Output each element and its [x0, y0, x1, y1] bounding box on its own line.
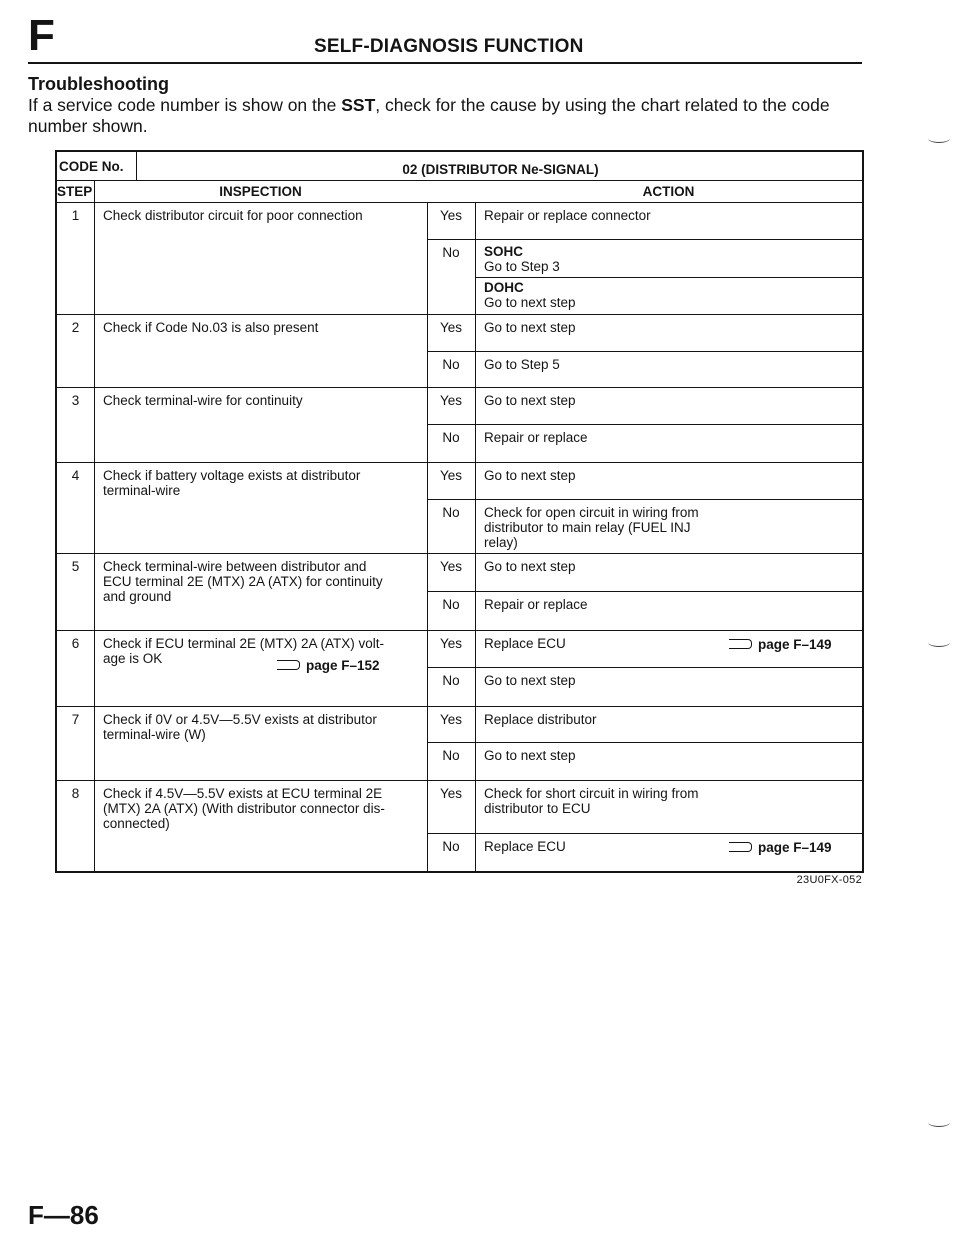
yes-label: Yes: [439, 636, 463, 651]
step-rule: [57, 314, 862, 315]
step-number: 6: [71, 636, 80, 651]
yes-label: Yes: [439, 393, 463, 408]
no-label: No: [442, 597, 460, 612]
section-title: Troubleshooting: [28, 74, 169, 94]
yes-action: Go to next step: [484, 559, 576, 574]
yes-action: Check for short circuit in wiring from: [484, 786, 699, 801]
yes-action: Repair or replace connector: [484, 208, 651, 223]
header-action: ACTION: [642, 184, 695, 199]
yes-page-ref: [729, 637, 832, 652]
code-label: CODE No.: [59, 159, 124, 174]
inspection-text: terminal-wire (W): [103, 727, 206, 742]
intro-paragraph: [28, 95, 868, 137]
scan-mark: [928, 1118, 950, 1127]
no-action: Replace ECU: [484, 839, 566, 854]
inspection-text: age is OK: [103, 651, 163, 666]
yes-action: Replace ECU: [484, 636, 566, 651]
inspection-text: and ground: [103, 589, 172, 604]
code-title: 02 (DISTRIBUTOR Ne-SIGNAL): [402, 162, 599, 177]
no-action: Check for open circuit in wiring from: [484, 505, 699, 520]
sohc-label: SOHC: [484, 244, 524, 259]
header-inspection: INSPECTION: [219, 184, 302, 199]
no-action: Go to Step 5: [484, 357, 560, 372]
page-ref-label: page F–149: [758, 840, 832, 855]
header-rule: [57, 202, 862, 203]
scan-mark: [928, 134, 950, 143]
step-rule: [57, 462, 862, 463]
yes-label: Yes: [439, 712, 463, 727]
intro-text-before: If a service code number is show on the: [28, 95, 342, 115]
yes-no-rule: [427, 742, 862, 743]
yes-label: Yes: [439, 786, 463, 801]
no-action: Go to next step: [484, 673, 576, 688]
no-action: Repair or replace: [484, 430, 588, 445]
yes-label: Yes: [439, 468, 463, 483]
scan-mark: [928, 638, 950, 647]
step-rule: [57, 387, 862, 388]
yes-no-rule: [427, 424, 862, 425]
column-rule: [475, 202, 476, 871]
step-rule: [57, 706, 862, 707]
yes-action: distributor to ECU: [484, 801, 591, 816]
step-rule: [57, 630, 862, 631]
header-step: STEP: [57, 184, 93, 199]
step-number: 2: [71, 320, 80, 335]
step-rule: [57, 553, 862, 554]
yes-action: Go to next step: [484, 320, 576, 335]
inspection-text: Check terminal-wire for continuity: [103, 393, 303, 408]
inspection-text: Check if 4.5V—5.5V exists at ECU terminal 2E: [103, 786, 383, 801]
step-number: 1: [71, 208, 80, 223]
no-label: No: [442, 748, 460, 763]
no-label: No: [442, 673, 460, 688]
column-rule: [427, 202, 428, 871]
no-label: No: [442, 839, 460, 854]
intro-text-after: , check for the cause by using the chart related to the code number shown.: [28, 95, 830, 136]
no-label: No: [442, 430, 460, 445]
yes-label: Yes: [439, 208, 463, 223]
intro-text-bold: SST: [341, 95, 376, 115]
page-title: SELF-DIAGNOSIS FUNCTION: [314, 36, 584, 57]
yes-label: Yes: [439, 320, 463, 335]
pointing-hand-icon: [729, 639, 752, 649]
column-rule: [94, 180, 95, 871]
inspection-text: Check if 0V or 4.5V—5.5V exists at distributor: [103, 712, 377, 727]
yes-no-rule: [427, 351, 862, 352]
yes-action: Go to next step: [484, 468, 576, 483]
code-divider: [136, 152, 137, 180]
inspection-text: connected): [103, 816, 170, 831]
inspection-text: Check distributor circuit for poor connection: [103, 208, 363, 223]
page-number: F—86: [28, 1200, 99, 1230]
dohc-label: DOHC: [484, 280, 524, 295]
dohc-rule: [475, 277, 862, 278]
no-page-ref: [729, 840, 832, 855]
step-rule: [57, 780, 862, 781]
yes-no-rule: [427, 591, 862, 592]
yes-no-rule: [427, 239, 862, 240]
figure-id: 23U0FX-052: [796, 874, 862, 886]
inspection-text: Check terminal-wire between distributor and: [103, 559, 367, 574]
inspection-text: Check if ECU terminal 2E (MTX) 2A (ATX) volt-: [103, 636, 385, 651]
step-number: 5: [71, 559, 80, 574]
dohc-action: Go to next step: [484, 295, 576, 310]
section-letter: F: [28, 11, 55, 60]
page-ref-label: page F–152: [306, 658, 380, 673]
header-rule: [28, 62, 862, 64]
no-action: Repair or replace: [484, 597, 588, 612]
step-number: 7: [71, 712, 80, 727]
sohc-action: Go to Step 3: [484, 259, 560, 274]
yes-action: Go to next step: [484, 393, 576, 408]
yes-no-rule: [427, 833, 862, 834]
no-action: relay): [484, 535, 518, 550]
pointing-hand-icon: [277, 660, 300, 670]
code-rule: [57, 180, 862, 181]
diagnosis-table: [55, 150, 864, 873]
inspection-text: Check if battery voltage exists at distributor: [103, 468, 361, 483]
step-number: 8: [71, 786, 80, 801]
no-label: No: [442, 505, 460, 520]
yes-no-rule: [427, 499, 862, 500]
inspection-page-ref: [277, 658, 380, 673]
step-number: 4: [71, 468, 80, 483]
inspection-text: (MTX) 2A (ATX) (With distributor connector dis-: [103, 801, 385, 816]
no-action: distributor to main relay (FUEL INJ: [484, 520, 691, 535]
no-label: No: [442, 245, 460, 260]
inspection-text: Check if Code No.03 is also present: [103, 320, 319, 335]
no-label: No: [442, 357, 460, 372]
yes-action: Replace distributor: [484, 712, 597, 727]
inspection-text: terminal-wire: [103, 483, 181, 498]
yes-label: Yes: [439, 559, 463, 574]
inspection-text: ECU terminal 2E (MTX) 2A (ATX) for continuity: [103, 574, 383, 589]
yes-no-rule: [427, 667, 862, 668]
page-ref-label: page F–149: [758, 637, 832, 652]
step-number: 3: [71, 393, 80, 408]
no-action: Go to next step: [484, 748, 576, 763]
pointing-hand-icon: [729, 842, 752, 852]
